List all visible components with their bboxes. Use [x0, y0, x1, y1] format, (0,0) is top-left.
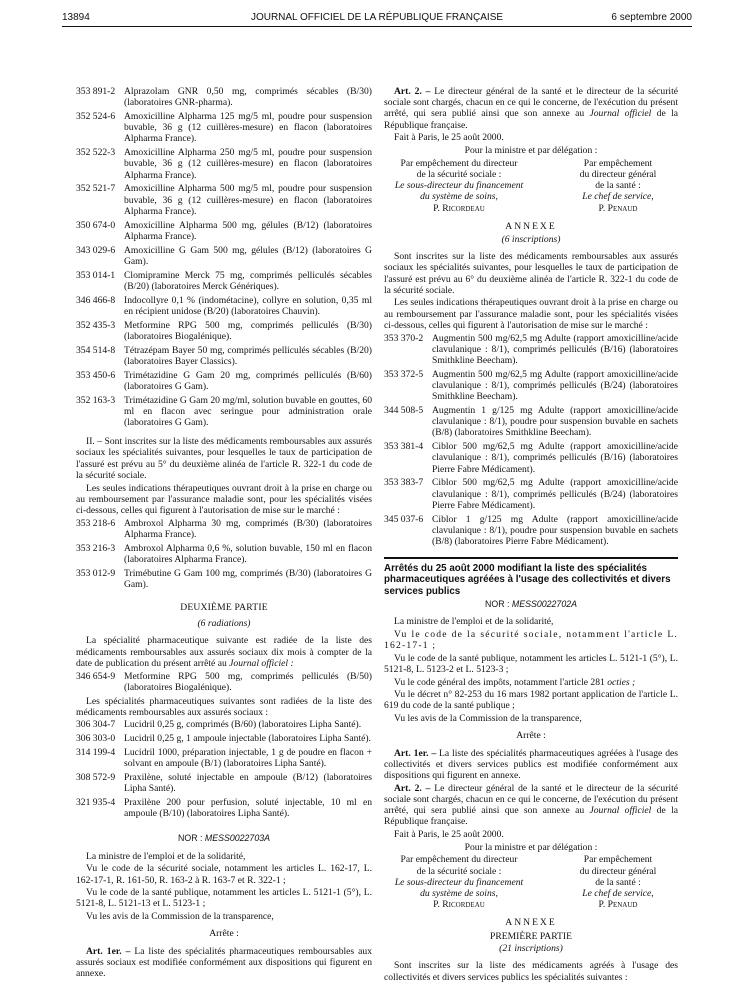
product-description: Praxilène 200 pour perfusion, soluté injectable, 10 ml en ampoule (B/10) (laboratoires Lipha Santé).: [124, 797, 372, 820]
vu3-left: Vu les avis de la Commission de la transparence,: [86, 911, 274, 923]
product-code: 353 012-9: [76, 567, 116, 579]
list-item: [384, 333, 678, 367]
product-code: 353 216-3: [76, 542, 116, 554]
product-code: 352 435-3: [76, 319, 116, 331]
list-item: [76, 543, 372, 565]
list-item: [384, 514, 678, 548]
product-code: 321 935-4: [76, 797, 116, 809]
journal-title: JOURNAL OFFICIEL DE LA RÉPUBLIQUE FRANÇAISE: [250, 12, 504, 23]
fait-right: Fait à Paris, le 25 août 2000.: [394, 132, 504, 144]
product-code: 352 524-6: [76, 111, 116, 122]
list-item: [76, 295, 372, 317]
list-item: [384, 405, 678, 439]
vu4-right: Vu le décret n° 82-253 du 16 mars 1982 portant application de l'article L. 619 du code de la santé publique ;: [384, 689, 678, 712]
product-description: Trimétazidine G Gam 20 mg, comprimés pelliculés (B/60) (laboratoires G Gam).: [124, 369, 372, 392]
list-item: [76, 86, 372, 108]
para-radiee: La spécialité pharmaceutique suivante est radiée de la liste des médicaments remboursables aux assurés sociaux dix mois à compter de la date de publication du présent arrêté au Journal officiel :: [76, 635, 372, 669]
sig2-right-line3: de la santé :: [595, 876, 641, 888]
annexe-title-1: ANNEXE: [505, 220, 557, 232]
sig-right-line3: de la santé :: [595, 180, 641, 192]
product-code: 306 304-7: [76, 719, 116, 731]
product-code: 345 037-6: [384, 513, 424, 525]
annexe-subtitle-1: (6 inscriptions): [501, 233, 561, 245]
product-code: 350 674-0: [76, 219, 116, 231]
product-code: 353 891-2: [76, 86, 116, 97]
product-code: 352 163-3: [76, 394, 116, 406]
list-item: [76, 370, 372, 392]
issue-date: 6 septembre 2000: [611, 12, 692, 23]
sig2-left-name: P. Ricordeau: [433, 899, 485, 911]
product-description: Amoxicilline Alpharma 500 mg/5 ml, poudre pour suspension buvable, 36 g (12 cuillères-mesure) en flacon (laboratoires Alpharma France).: [124, 183, 372, 217]
sig-left-line1: Par empêchement du directeur: [400, 157, 518, 169]
para-indications-right: Les seules indications thérapeutiques ouvrant droit à la prise en charge ou au remboursement par l'assurance maladie sont, pour les spécialités visées ci-dessous, celles qui figurent à l'autorisation de mise sur le marché :: [384, 297, 678, 331]
sig2-right-line2: du directeur général: [579, 865, 657, 877]
product-description: Amoxicilline G Gam 500 mg, gélules (B/12) (laboratoires G Gam).: [124, 244, 372, 267]
para-last: Sont inscrites sur la liste des médicaments agréés à l'usage des collectivités et divers services publics les spécialités suivantes :: [384, 960, 678, 983]
vu3-right: Vu le code général des impôts, notamment l'article 281 octies ;: [394, 676, 636, 688]
para-radiees: Les spécialités pharmaceutiques suivantes sont radiées de la liste des médicaments remboursables aux assurés sociaux :: [76, 695, 372, 718]
product-code: 353 450-6: [76, 369, 116, 381]
product-code: 352 521-7: [76, 183, 116, 195]
sig-right-line1: Par empêchement: [583, 157, 653, 169]
product-description: Clomipramine Merck 75 mg, comprimés pelliculés sécables (B/20) (laboratoires Merck Génériques).: [124, 269, 372, 292]
sig-right-line4: Le chef de service,: [582, 191, 654, 203]
entries-list-c: [76, 671, 372, 693]
entries-list-right: [384, 333, 678, 548]
part1-subtitle: (21 inscriptions): [499, 943, 563, 955]
sig2-right-name: P. Penaud: [598, 899, 638, 911]
art1-left: Art. 1er. – La liste des spécialités pharmaceutiques remboursables aux assurés sociaux est modifiée conformément aux dispositions qui figurent en annexe.: [76, 945, 372, 979]
sig-left-line2: de la sécurité sociale :: [416, 168, 502, 180]
arrete-title: Arrêtés du 25 août 2000 modifiant la liste des spécialités pharmaceutiques agréées à l'usage des collectivités et divers services publics: [384, 563, 671, 597]
product-description: Praxilène, soluté injectable en ampoule (B/12) (laboratoires Lipha Santé).: [124, 772, 372, 795]
product-code: 346 654-9: [76, 670, 116, 682]
sig2-right-line1: Par empêchement: [583, 854, 653, 866]
arrete-left: Arrête :: [209, 928, 239, 940]
product-description: Trimébutine G Gam 100 mg, comprimés (B/30) (laboratoires G Gam).: [124, 567, 372, 590]
pour2-right: Pour la ministre et par délégation :: [464, 841, 598, 853]
product-description: Lucidril 1000, préparation injectable, 1 g de poudre en flacon + solvant en ampoule (B/1) (laboratoires Lipha Santé).: [124, 747, 372, 770]
sig2-left-line4: du système de soins,: [420, 887, 498, 899]
arrete-right: Arrête :: [516, 730, 546, 742]
art2b-right: Art. 2. – Le directeur général de la santé et le directeur de la sécurité sociale sont chargés, chacun en ce qui le concerne, de l'exécution du présent arrêté, qui sera publié ainsi que son annexe au Journal officiel de la République française.: [384, 782, 679, 828]
product-description: Amoxicilline Alpharma 250 mg/5 ml, poudre pour suspension buvable, 36 g (12 cuillères-mesure) en flacon (laboratoires Alpharma France).: [124, 147, 372, 181]
product-description: Amoxicilline Alpharma 500 mg, gélules (B/12) (laboratoires Alpharma France).: [124, 219, 372, 242]
left-column: [76, 86, 372, 981]
product-description: Metformine RPG 500 mg, comprimés pelliculés (B/30) (laboratoires Biogalénique).: [124, 319, 372, 342]
product-code: 344 508-5: [384, 404, 424, 416]
entries-list-a: [76, 86, 372, 428]
product-code: 353 372-5: [384, 368, 424, 380]
product-description: Alprazolam GNR 0,50 mg, comprimés sécables (B/30) (laboratoires GNR-pharma).: [124, 86, 372, 109]
sig2-left-line3: Le sous-directeur du financement: [394, 876, 524, 888]
entries-list-d: [76, 719, 372, 819]
fait2-right: Fait à Paris, le 25 août 2000.: [394, 828, 504, 840]
product-description: Ambroxol Alpharma 0,6 %, solution buvable, 150 ml en flacon (laboratoires Alpharma France).: [124, 542, 372, 565]
page-number: 13894: [62, 12, 90, 23]
list-item: [76, 568, 372, 590]
product-code: 353 218-6: [76, 517, 116, 529]
list-item: [76, 395, 372, 429]
list-item: [76, 270, 372, 292]
product-description: Trimétazidine G Gam 20 mg/ml, solution buvable en gouttes, 60 ml en flacon avec seringue pour administration orale (laboratoires G Gam).: [124, 394, 372, 429]
art2-right: Art. 2. – Le directeur général de la santé et le directeur de la sécurité sociale sont chargés, chacun en ce qui le concerne, de l'exécution du présent arrêté, qui sera publié ainsi que son annexe au Journal officiel de la République française.: [384, 86, 679, 131]
list-item: [76, 719, 372, 730]
list-item: [384, 477, 678, 511]
list-item: [76, 111, 372, 145]
pour-right: Pour la ministre et par délégation :: [464, 145, 598, 157]
list-item: [76, 220, 372, 242]
product-description: Amoxicilline Alpharma 125 mg/5 ml, poudre pour suspension buvable, 36 g (12 cuillères-mesure) en flacon (laboratoires Alpharma France).: [124, 111, 372, 145]
page-header: [62, 10, 692, 27]
product-code: 314 199-4: [76, 747, 116, 759]
part2-subtitle: (6 radiations): [197, 618, 251, 630]
product-code: 343 029-6: [76, 244, 116, 256]
sig-right-line2: du directeur général: [579, 168, 657, 180]
sig2-left-line2: de la sécurité sociale :: [416, 865, 502, 877]
sig2-right-line4: Le chef de service,: [582, 887, 654, 899]
vu2-left: Vu le code de la santé publique, notamment les articles L. 5121-1 (5°), L. 5121-8, L. 5121-13 et L. 5123-1 ;: [76, 887, 372, 910]
ministre-right: La ministre de l'emploi et de la solidarité,: [394, 616, 554, 627]
part2-title: DEUXIÈME PARTIE: [180, 602, 268, 614]
product-description: Tétrazépam Bayer 50 mg, comprimés pelliculés sécables (B/20) (laboratoires Bayer Classics).: [124, 344, 372, 367]
para-indications-left: Les seules indications thérapeutiques ouvrant droit à la prise en charge ou au remboursement par l'assurance maladie sont, pour les spécialités visées ci-dessous, celles qui figurent à l'autorisation de mise sur le marché :: [76, 482, 372, 516]
para-inscrites: Sont inscrites sur la liste des médicaments remboursables aux assurés sociaux les spécialités suivantes, pour lesquelles le taux de participation de l'assuré est prévu au 6° du deuxième alinéa de l'article R. 322-1 du code de la sécurité sociale.: [384, 251, 678, 296]
annexe-title-2: ANNEXE: [505, 917, 557, 929]
list-item: [384, 441, 678, 475]
list-item: [76, 797, 372, 819]
product-code: 308 572-9: [76, 772, 116, 784]
product-description: Augmentin 500 mg/62,5 mg Adulte (rapport amoxicilline/acide clavulanique : 8/1), comprimés pelliculés (B/16) (laboratoires Smithkline Beecham).: [432, 332, 678, 366]
sig-left-line4: du système de soins,: [420, 191, 498, 203]
list-item: [384, 369, 678, 403]
sig2-left-line1: Par empêchement du directeur: [400, 854, 518, 866]
product-description: Ciblor 500 mg/62,5 mg Adulte (rapport amoxicilline/acide clavulanique : 8/1), comprimés pelliculés (B/16) (laboratoires Pierre Fabre Médicament).: [432, 441, 678, 475]
product-description: Lucidril 0,25 g, comprimés (B/60) (laboratoires Lipha Santé).: [124, 719, 362, 731]
list-item: [76, 733, 372, 744]
entries-list-b: [76, 518, 372, 590]
ministre-left: La ministre de l'emploi et de la solidarité,: [86, 850, 246, 862]
product-code: 353 014-1: [76, 269, 116, 281]
sig-left-name: P. Ricordeau: [433, 202, 485, 214]
sig-left-line3: Le sous-directeur du financement: [394, 180, 524, 192]
list-item: [76, 518, 372, 540]
product-description: Indocollyre 0,1 % (indométacine), collyre en solution, 0,35 ml en récipient unidose (B/20) (laboratoires Chauvin).: [124, 294, 372, 317]
list-item: [76, 345, 372, 367]
product-code: 353 383-7: [384, 477, 424, 489]
product-description: Augmentin 500 mg/62,5 mg Adulte (rapport amoxicilline/acide clavulanique : 8/1), comprimés pelliculés (B/24) (laboratoires Smithkline Beecham).: [432, 368, 678, 403]
list-item: [76, 772, 372, 794]
list-item: [76, 147, 372, 181]
part1-title: PREMIÈRE PARTIE: [490, 930, 572, 942]
nor-reference-left: NOR : MESS0022703A: [178, 833, 270, 844]
list-item: [76, 747, 372, 769]
section-rule: [384, 557, 678, 559]
vu1-right: Vu le code de la sécurité sociale, notamment l'article L. 162-17-1 ;: [384, 628, 678, 651]
product-description: Lucidril 0,25 g, 1 ampoule injectable (laboratoires Lipha Santé).: [124, 733, 371, 745]
product-description: Ciblor 500 mg/62,5 mg Adulte (rapport amoxicilline/acide clavulanique : 8/1), comprimés pelliculés (B/24) (laboratoires Pierre Fabre Médicament).: [432, 477, 678, 511]
signature-block-2: [384, 854, 678, 910]
list-item: [76, 320, 372, 342]
art1-right: Art. 1er. – La liste des spécialités pharmaceutiques agréées à l'usage des collectivités et divers services publics est modifiée conformément aux dispositions qui figurent en annexe.: [384, 747, 678, 781]
vu1-left: Vu le code de la sécurité sociale, notamment les articles L. 162-17, L. 162-17-1, R. 161-50, R. 163-2 à R. 163-7 et R. 322-1 ;: [76, 863, 372, 886]
product-code: 353 370-2: [384, 332, 424, 344]
product-code: 306 303-0: [76, 733, 116, 745]
product-code: 354 514-8: [76, 344, 116, 356]
right-column: [384, 86, 678, 984]
list-item: [76, 671, 372, 693]
para-ii: II. – Sont inscrites sur la liste des médicaments remboursables aux assurés sociaux les spécialités suivantes, pour lesquelles le taux de participation de l'assuré est prévu au 5° du deuxième alinéa de l'article R. 322-1 du code de la sécurité sociale.: [76, 436, 372, 481]
nor-reference-right: NOR : MESS0022702A: [485, 598, 577, 609]
product-description: Ambroxol Alpharma 30 mg, comprimés (B/30) (laboratoires Alpharma France).: [124, 517, 372, 540]
product-code: 352 522-3: [76, 147, 116, 159]
product-description: Ciblor 1 g/125 mg Adulte (rapport amoxicilline/acide clavulanique : 8/1), poudre pour suspension buvable en sachets (B/8) (laboratoires Pierre Fabre Médicament).: [432, 513, 678, 547]
list-item: [76, 245, 372, 267]
signature-block-1: [384, 158, 678, 214]
product-code: 353 381-4: [384, 441, 424, 453]
vu2-right: Vu le code de la santé publique, notamment les articles L. 5121-1 (5°), L. 5121-8, L. 5123-2 et L. 5123-3 ;: [384, 652, 678, 675]
product-description: Augmentin 1 g/125 mg Adulte (rapport amoxicilline/acide clavulanique : 8/1), poudre pour suspension buvable en sachets (B/8) (laboratoires Smithkline Beecham).: [432, 404, 678, 439]
sig-right-name: P. Penaud: [598, 202, 638, 214]
product-code: 346 466-8: [76, 294, 116, 306]
list-item: [76, 183, 372, 217]
product-description: Metformine RPG 500 mg, comprimés pelliculés (B/50) (laboratoires Biogalénique).: [124, 670, 372, 693]
vu5-right: Vu les avis de la Commission de la transparence,: [394, 713, 582, 725]
